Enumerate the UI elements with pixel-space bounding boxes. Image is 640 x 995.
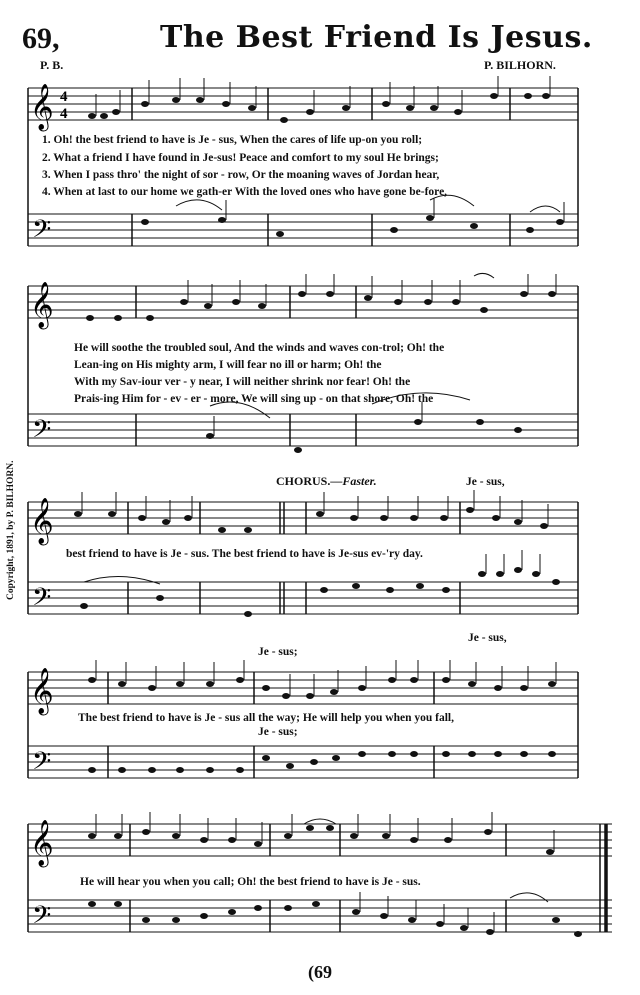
time-sig-top: 4 xyxy=(60,89,68,105)
chorus-label xyxy=(276,474,377,489)
treble-clef: 𝄞 xyxy=(30,668,54,714)
chorus-echo-top: Je - sus, xyxy=(466,476,505,488)
treble-clef: 𝄞 xyxy=(30,282,54,328)
treble-clef: 𝄞 xyxy=(30,498,54,544)
chorus-line-1-lyric: best friend to have is Je - sus. The best friend to have is Je-sus ev-'ry day. xyxy=(66,548,423,560)
verse-3-line-2: With my Sav-iour ver - y near, I will neither shrink nor fear! Oh! the xyxy=(74,376,411,388)
verse-2-line-2: Lean-ing on His mighty arm, I will fear no ill or harm; Oh! the xyxy=(74,359,382,371)
music-system-3 xyxy=(0,488,640,638)
chorus-word: CHORUS. xyxy=(276,474,331,488)
music-system-1 xyxy=(0,72,640,262)
chorus-line-3-lyric: He will hear you when you call; Oh! the best friend to have is Je - sus. xyxy=(80,876,421,888)
treble-clef: 𝄞 xyxy=(30,84,54,130)
bass-clef: 𝄢 xyxy=(32,415,52,450)
chorus-tempo: —Faster. xyxy=(330,474,377,488)
chorus-bass-echo-1: Je - sus, xyxy=(468,632,507,644)
verse-1-line-1: 1. Oh! the best friend to have is Je - sus, When the cares of life up-on you roll; xyxy=(42,134,423,146)
bass-clef: 𝄢 xyxy=(32,215,52,250)
verse-3-line-1: 3. When I pass thro' the night of sor - row, Or the moaning waves of Jordan hear, xyxy=(42,169,440,181)
copyright-notice: Copyright, 1891, by P. BILHORN. xyxy=(6,460,16,600)
chorus-line-2-lyric: The best friend to have is Je - sus all the way; He will help you when you fall, xyxy=(78,712,455,724)
verse-1-line-2: He will soothe the troubled soul, And the winds and waves con-trol; Oh! the xyxy=(74,342,445,354)
hymn-title: The Best Friend Is Jesus. xyxy=(160,20,593,55)
verse-4-line-1: 4. When at last to our home we gath-er With the loved ones who have gone be-fore, xyxy=(42,186,448,198)
verse-2-line-1: 2. What a friend I have found in Je-sus! Peace and comfort to my soul He brings; xyxy=(42,152,439,164)
hymn-number: 69, xyxy=(22,22,60,55)
bass-clef: 𝄢 xyxy=(32,901,52,936)
verse-4-line-2: Prais-ing Him for - ev - er - more, We will sing up - on that shore, Oh! the xyxy=(74,393,434,405)
composer-credit: P. BILHORN. xyxy=(484,58,556,72)
chorus-echo-bass-2: Je - sus; xyxy=(258,726,298,738)
treble-clef: 𝄞 xyxy=(30,820,54,866)
music-system-2 xyxy=(0,272,640,472)
music-system-4 xyxy=(0,658,640,808)
bass-clef: 𝄢 xyxy=(32,747,52,782)
page-number: (69 xyxy=(308,962,332,982)
bass-clef: 𝄢 xyxy=(32,583,52,618)
author-credit: P. B. xyxy=(40,58,64,72)
time-sig-bottom: 4 xyxy=(60,106,68,122)
chorus-echo-line-2: Je - sus; xyxy=(258,646,298,658)
